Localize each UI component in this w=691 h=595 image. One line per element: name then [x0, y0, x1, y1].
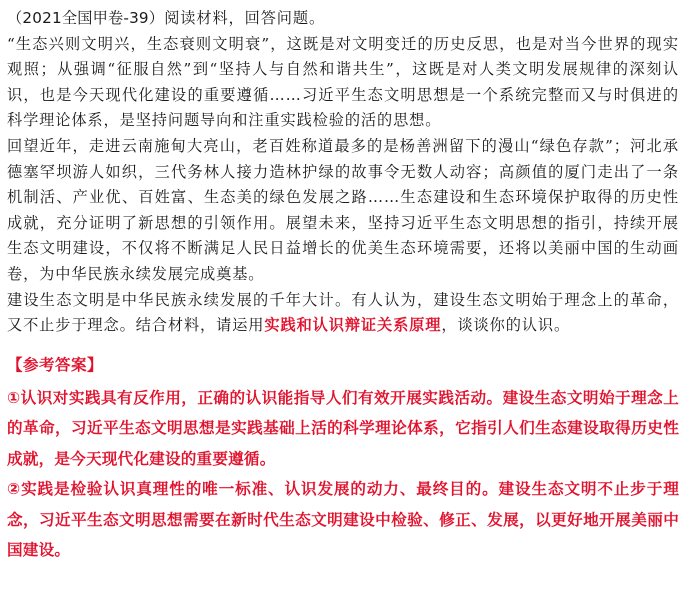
prompt-text-pre: 建设生态文明是中华民族永续发展的千年大计。有人认为，建设生态文明始于理念上的革命，又不止步于理念。结合材料，请运用	[7, 290, 679, 335]
answer-heading: 【参考答案】	[7, 355, 104, 374]
answer-point-2: ②实践是检验认识真理性的唯一标准、认识发展的动力、最终目的。建设生态文明不止步于理念，习近平生态文明思想需要在新时代生态文明建设中检验、修正、发展，以更好地开展美丽中国建设。	[7, 480, 679, 560]
question-source: （2021全国甲卷-39）	[7, 9, 165, 27]
material-paragraph-2: 回望近年，走进云南施甸大亮山，老百姓称道最多的是杨善洲留下的漫山“绿色存款”；河北承德塞罕坝游人如织，三代务林人接力造林护绿的故事令无数人动容；高颜值的厦门走出了一条机制活、产业优、百姓富、生态美的绿色发展之路……生态建设和生态环境保护取得的历史性成就，充分证明了新思想的引领作用。展望未来，坚持习近平生态文明思想的指引，持续开展生态文明建设，不仅将不断满足人民日益增长的优美生态环境需要，还将以美丽中国的生动画卷，为中华民族永续发展完成奠基。	[7, 136, 679, 283]
question-prompt	[7, 288, 679, 339]
prompt-text-post: ，谈谈你的认识。	[441, 316, 571, 335]
question-block	[7, 6, 679, 339]
answer-block	[7, 352, 679, 566]
material-paragraph-1: “生态兴则文明兴，生态衰则文明衰”，这既是对文明变迁的历史反思，也是对当今世界的现实观照；从强调“征服自然”到“坚持人与自然和谐共生”，这既是对人类文明发展规律的深刻认识，也是今天现代化建设的重要遵循……习近平生态文明思想是一个系统完整而又与时俱进的科学理论体系，是坚持问题导向和注重实践检验的活的思想。	[7, 34, 679, 130]
answer-point-1: ①认识对实践具有反作用，正确的认识能指导人们有效开展实践活动。建设生态文明始于理念上的革命，习近平生态文明思想是实践基础上活的科学理论体系，它指引人们生态建设取得历史性成就，是今天现代化建设的重要遵循。	[7, 388, 679, 468]
question-instruction: 阅读材料，回答问题。	[164, 9, 326, 27]
question-header	[7, 6, 679, 32]
prompt-highlight: 实践和认识辩证关系原理	[264, 316, 442, 335]
